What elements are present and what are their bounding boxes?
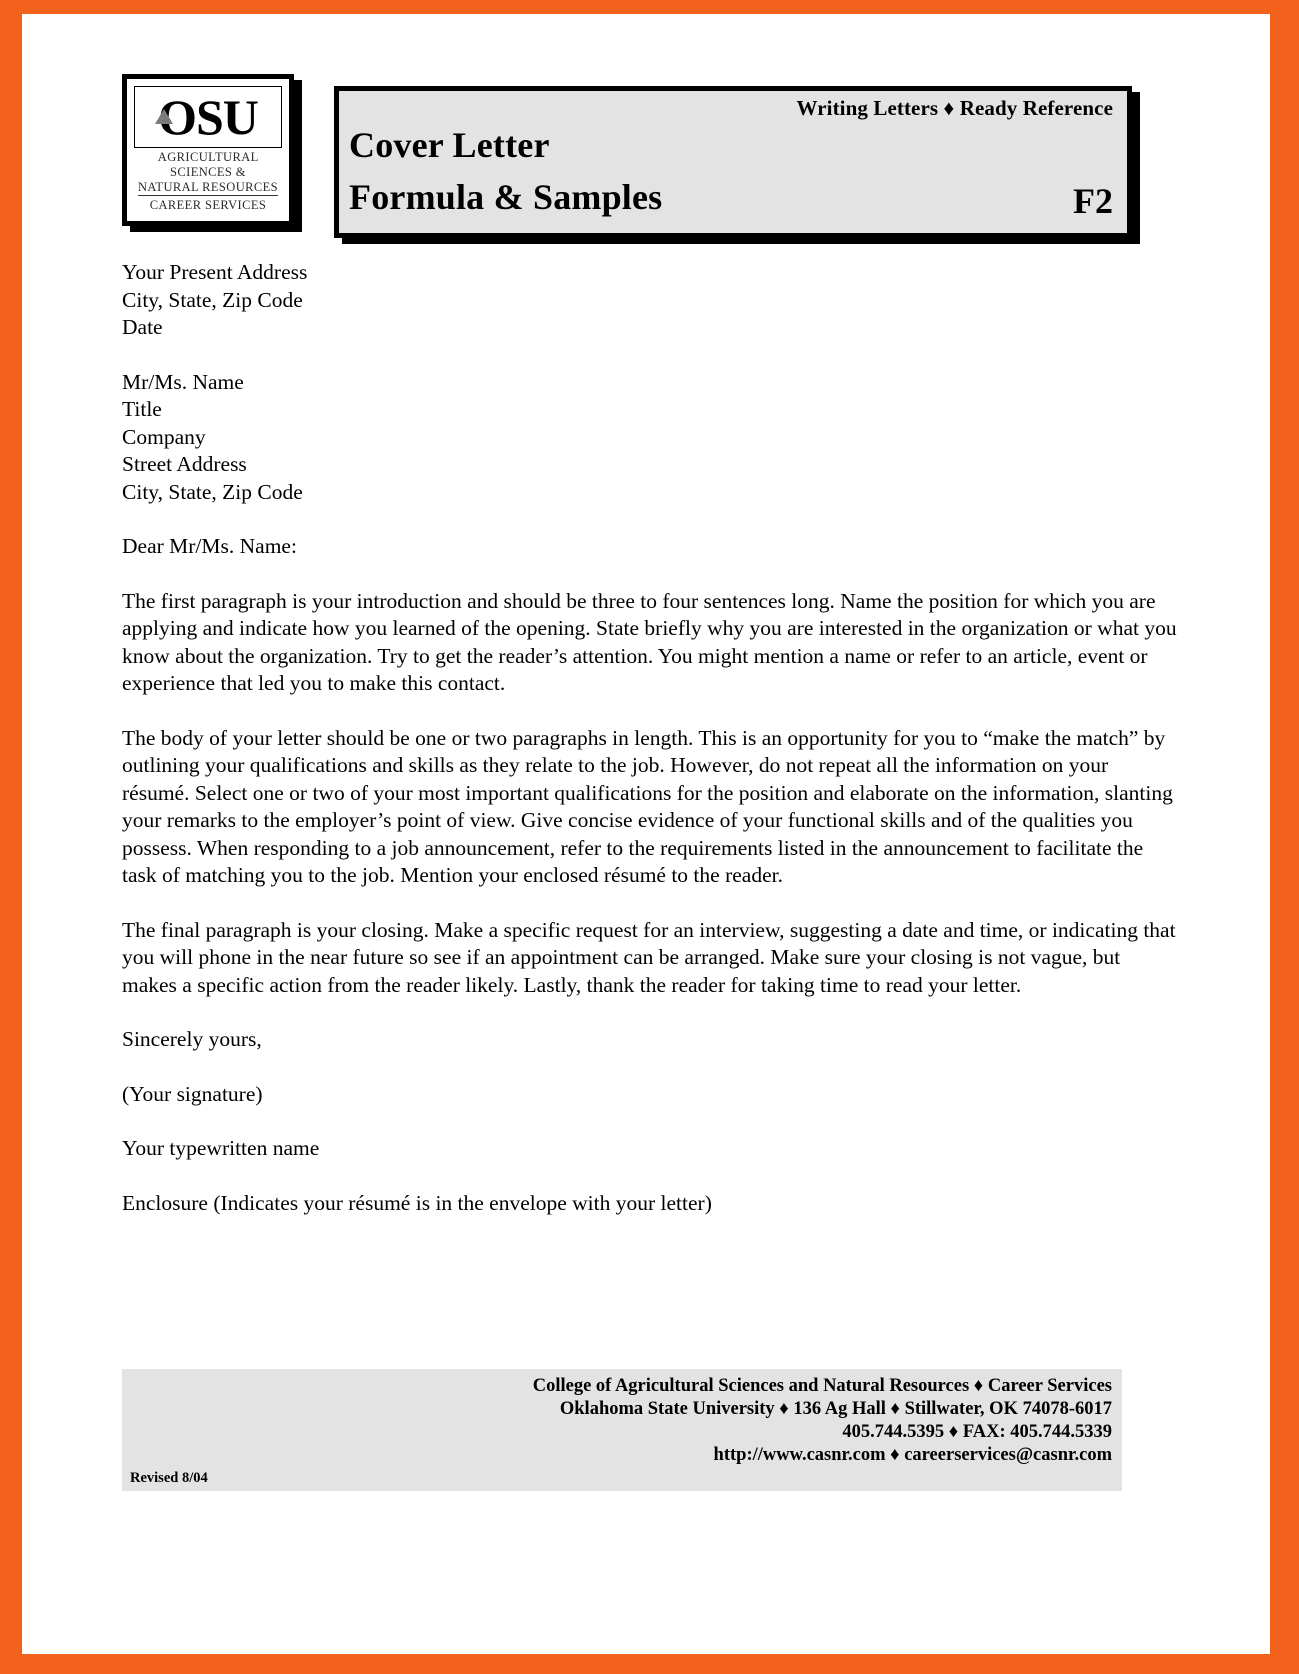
recipient-address-block <box>122 369 1177 507</box>
salutation: Dear Mr/Ms. Name: <box>122 534 297 558</box>
typed-name: Your typewritten name <box>122 1136 320 1160</box>
reference-code: F2 <box>1073 181 1113 221</box>
osu-wordmark: OSU <box>158 89 258 145</box>
logo-subtitle <box>127 150 289 213</box>
recipient-line: Title <box>122 397 162 421</box>
osu-wordmark-frame <box>134 86 282 148</box>
recipient-line: City, State, Zip Code <box>122 479 303 504</box>
page-title-line-1: Cover Letter <box>349 125 550 165</box>
footer-line-college: College of Agricultural Sciences and Natural Resources ♦ Career Services <box>532 1376 1112 1396</box>
paragraph-body: The body of your letter should be one or two paragraphs in length. This is an opportunity for you to “make the match” by outlining your qualifications and skills as they relate to the job. However, do not repeat all the information on your résumé. Select one or two of your most important qualifications for the position and elaborate on the information, slanting your remarks to the employer’s point of view. Give concise evidence of your functional skills and of the qualities you possess. When responding to a job announcement, refer to the requirements listed in the announcement to facilitate the task of matching you to the job. Mention your enclosed résumé to the reader. <box>122 725 1173 887</box>
paragraph-closing: The final paragraph is your closing. Make a specific request for an interview, suggesting a date and time, or indicating that you will phone in the near future so see if an appointment can be arranged. Make sure your closing is not vague, but makes a specific action from the reader likely. Lastly, thank the reader for taking time to read your letter. <box>122 917 1176 997</box>
title-row-2 <box>349 173 1115 225</box>
footer-line-address: Oklahoma State University ♦ 136 Ag Hall ♦ Stillwater, OK 74078-6017 <box>559 1399 1112 1419</box>
header-kicker: Writing Letters ♦ Ready Reference <box>796 96 1113 120</box>
sender-address-block <box>122 259 1177 342</box>
title-panel <box>334 86 1132 238</box>
recipient-line: Company <box>122 424 206 449</box>
letter-body <box>122 259 1177 1244</box>
sender-line: Your Present Address <box>122 260 308 284</box>
document-header <box>22 70 1270 250</box>
logo-subtitle-line-4: CAREER SERVICES <box>149 198 267 212</box>
title-row-1 <box>349 121 1115 173</box>
sender-line: Date <box>122 315 163 339</box>
footer-line-phone: 405.744.5395 ♦ FAX: 405.744.5339 <box>842 1422 1112 1442</box>
triangle-icon <box>155 109 173 124</box>
paragraph-introduction: The first paragraph is your introduction and should be three to four sentences long. Name the position for which you are applying and indicate how you learned of the opening. State briefly why you are interested in the organization or what you know about the organization. Try to get the reader’s attention. You might mention a name or refer to an article, event or experience that led you to make this contact. <box>122 588 1177 695</box>
logo-subtitle-line-2: SCIENCES & <box>170 165 246 179</box>
enclosure-note: Enclosure (Indicates your résumé is in the envelope with your letter) <box>122 1190 712 1215</box>
logo-subtitle-line-3: NATURAL RESOURCES <box>137 180 279 194</box>
revised-date: Revised 8/04 <box>130 1470 208 1486</box>
document-footer <box>122 1369 1122 1491</box>
page-title-line-2: Formula & Samples <box>349 177 663 217</box>
footer-line-web: http://www.casnr.com ♦ careerservices@casnr.com <box>713 1445 1112 1465</box>
recipient-line: Mr/Ms. Name <box>122 369 244 394</box>
osu-logo <box>122 74 294 226</box>
document-page <box>22 14 1270 1654</box>
logo-subtitle-line-1: AGRICULTURAL <box>157 150 259 164</box>
sender-line: City, State, Zip Code <box>122 287 303 312</box>
closing-salutation: Sincerely yours, <box>122 1027 262 1051</box>
signature-placeholder: (Your signature) <box>122 1081 263 1106</box>
recipient-line: Street Address <box>122 452 247 476</box>
footer-contact-block <box>130 1375 1114 1467</box>
